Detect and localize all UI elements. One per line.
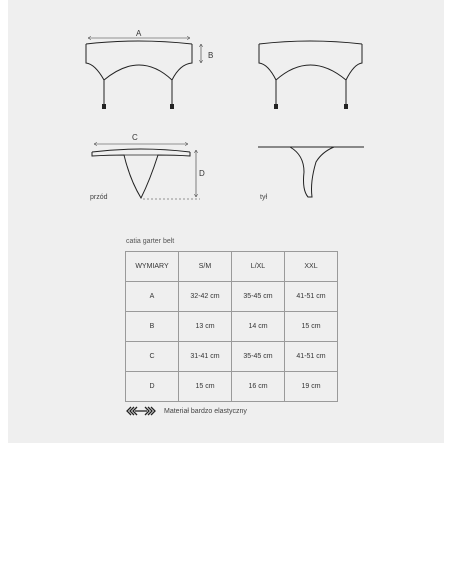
dimension-b-label: B — [208, 51, 214, 60]
thong-back-drawing — [258, 147, 364, 197]
dimension-d-label: D — [199, 169, 205, 178]
stretch-arrows-icon — [126, 406, 156, 416]
table-cell: A — [126, 282, 179, 312]
table-cell: 32-42 cm — [179, 282, 232, 312]
size-table — [125, 251, 338, 402]
table-row — [126, 312, 338, 342]
table-cell: 41-51 cm — [285, 342, 338, 372]
table-cell: 16 cm — [232, 372, 285, 402]
table-row — [126, 372, 338, 402]
dimension-c-label: C — [132, 133, 138, 142]
header-size-lxl: L/XL — [232, 252, 285, 282]
table-cell: 19 cm — [285, 372, 338, 402]
table-row — [126, 342, 338, 372]
table-cell: D — [126, 372, 179, 402]
table-cell: 14 cm — [232, 312, 285, 342]
table-cell: 35-45 cm — [232, 342, 285, 372]
table-row — [126, 282, 338, 312]
technical-drawing — [0, 0, 452, 240]
dimension-a-label: A — [136, 29, 142, 38]
header-size-xxl: XXL — [285, 252, 338, 282]
header-size-sm: S/M — [179, 252, 232, 282]
table-cell: C — [126, 342, 179, 372]
thong-front-drawing — [92, 149, 190, 198]
table-cell: 35-45 cm — [232, 282, 285, 312]
legend-text: Materiał bardzo elastyczny — [164, 407, 247, 415]
garter-belt-front-drawing — [86, 41, 192, 109]
front-view-label: przód — [90, 194, 108, 201]
table-cell: 15 cm — [179, 372, 232, 402]
product-name: catia garter belt — [126, 238, 175, 245]
table-cell: 41-51 cm — [285, 282, 338, 312]
table-cell: 13 cm — [179, 312, 232, 342]
back-view-label: tył — [260, 194, 267, 201]
garter-belt-back-drawing — [259, 41, 362, 109]
table-cell: B — [126, 312, 179, 342]
table-header-row — [126, 252, 338, 282]
table-cell: 31-41 cm — [179, 342, 232, 372]
material-legend — [126, 405, 247, 417]
header-dimensions: WYMIARY — [126, 252, 179, 282]
table-cell: 15 cm — [285, 312, 338, 342]
